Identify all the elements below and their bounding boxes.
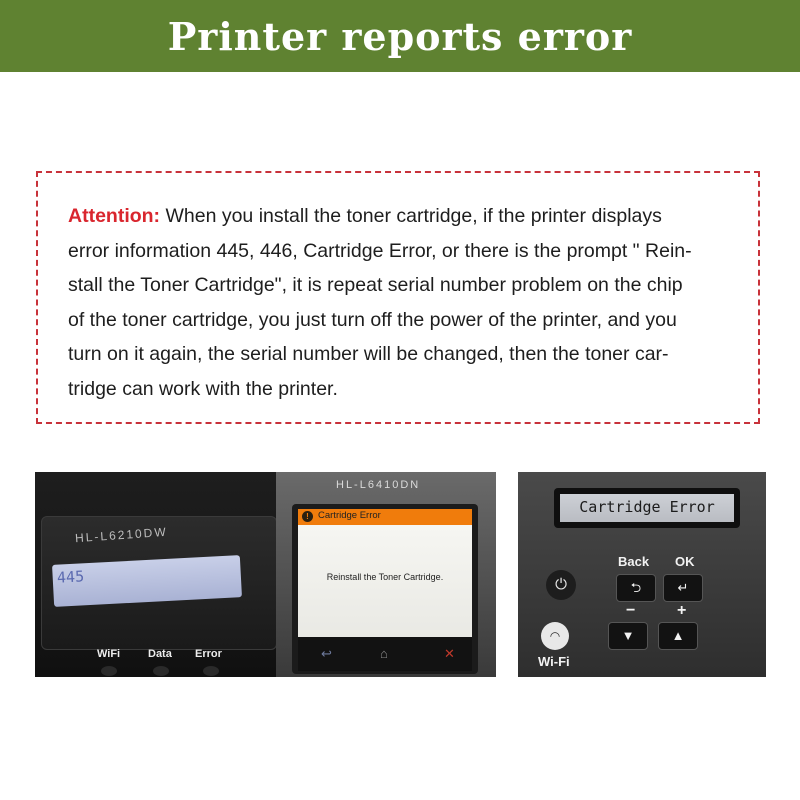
error-button-label: Error (195, 648, 222, 660)
data-led (153, 666, 169, 676)
back-arrow-icon: ⮌ (630, 580, 642, 595)
notice-line-6: tridge can work with the printer. (68, 377, 338, 400)
minus-label: − (626, 602, 636, 619)
notice-text (68, 199, 740, 406)
ok-button[interactable] (663, 574, 703, 602)
ok-label: OK (675, 554, 695, 569)
notice-line-4: of the toner cartridge, you just turn off the power of the printer, and you (68, 308, 677, 331)
power-icon[interactable]: ⏻ (546, 570, 576, 600)
warning-icon: ! (302, 511, 313, 522)
printer-photo-hl-l6210dw (35, 472, 285, 677)
wifi-icon[interactable]: ◠ (541, 622, 569, 650)
notice-line-3: stall the Toner Cartridge", it is repeat serial number problem on the chip (68, 274, 683, 296)
model-label: HL-L6210DW (74, 524, 169, 546)
page-title: Printer reports error (167, 13, 633, 59)
lcd-error-code: 445 (56, 567, 85, 587)
error-header-text: Cartridge Error (318, 510, 381, 521)
data-button-label: Data (148, 648, 172, 660)
minus-button[interactable] (608, 622, 648, 650)
printer-photo-hl-l6410dn (276, 472, 496, 677)
error-message: Reinstall the Toner Cartridge. (326, 572, 444, 582)
wifi-button-label: WiFi (97, 648, 121, 660)
model-label: HL-L6410DN (336, 479, 421, 491)
back-label: Back (618, 554, 650, 569)
notice-line-5: turn on it again, the serial number will be changed, then the toner car- (68, 343, 669, 365)
back-button[interactable] (616, 574, 656, 602)
cancel-icon[interactable]: ✕ (444, 646, 455, 661)
attention-notice (36, 171, 760, 424)
notice-line-2: error information 445, 446, Cartridge Error, or there is the prompt " Rein- (68, 239, 692, 262)
attention-label: Attention: (68, 205, 161, 227)
title-banner (0, 0, 800, 72)
notice-line-1: When you install the toner cartridge, if the printer displays (160, 205, 662, 227)
lcd-error-text: Cartridge Error (579, 498, 715, 516)
error-led (203, 666, 219, 676)
back-icon[interactable]: ↩ (321, 646, 332, 661)
ok-enter-icon: ↵ (677, 580, 689, 595)
home-icon[interactable]: ⌂ (380, 646, 388, 661)
plus-label: + (677, 602, 687, 619)
printer-photo-keypad (518, 472, 766, 677)
down-arrow-icon: ▼ (621, 628, 635, 643)
wifi-led (101, 666, 117, 676)
plus-button[interactable] (658, 622, 698, 650)
up-arrow-icon: ▲ (671, 628, 685, 643)
wifi-label: Wi-Fi (538, 654, 570, 669)
